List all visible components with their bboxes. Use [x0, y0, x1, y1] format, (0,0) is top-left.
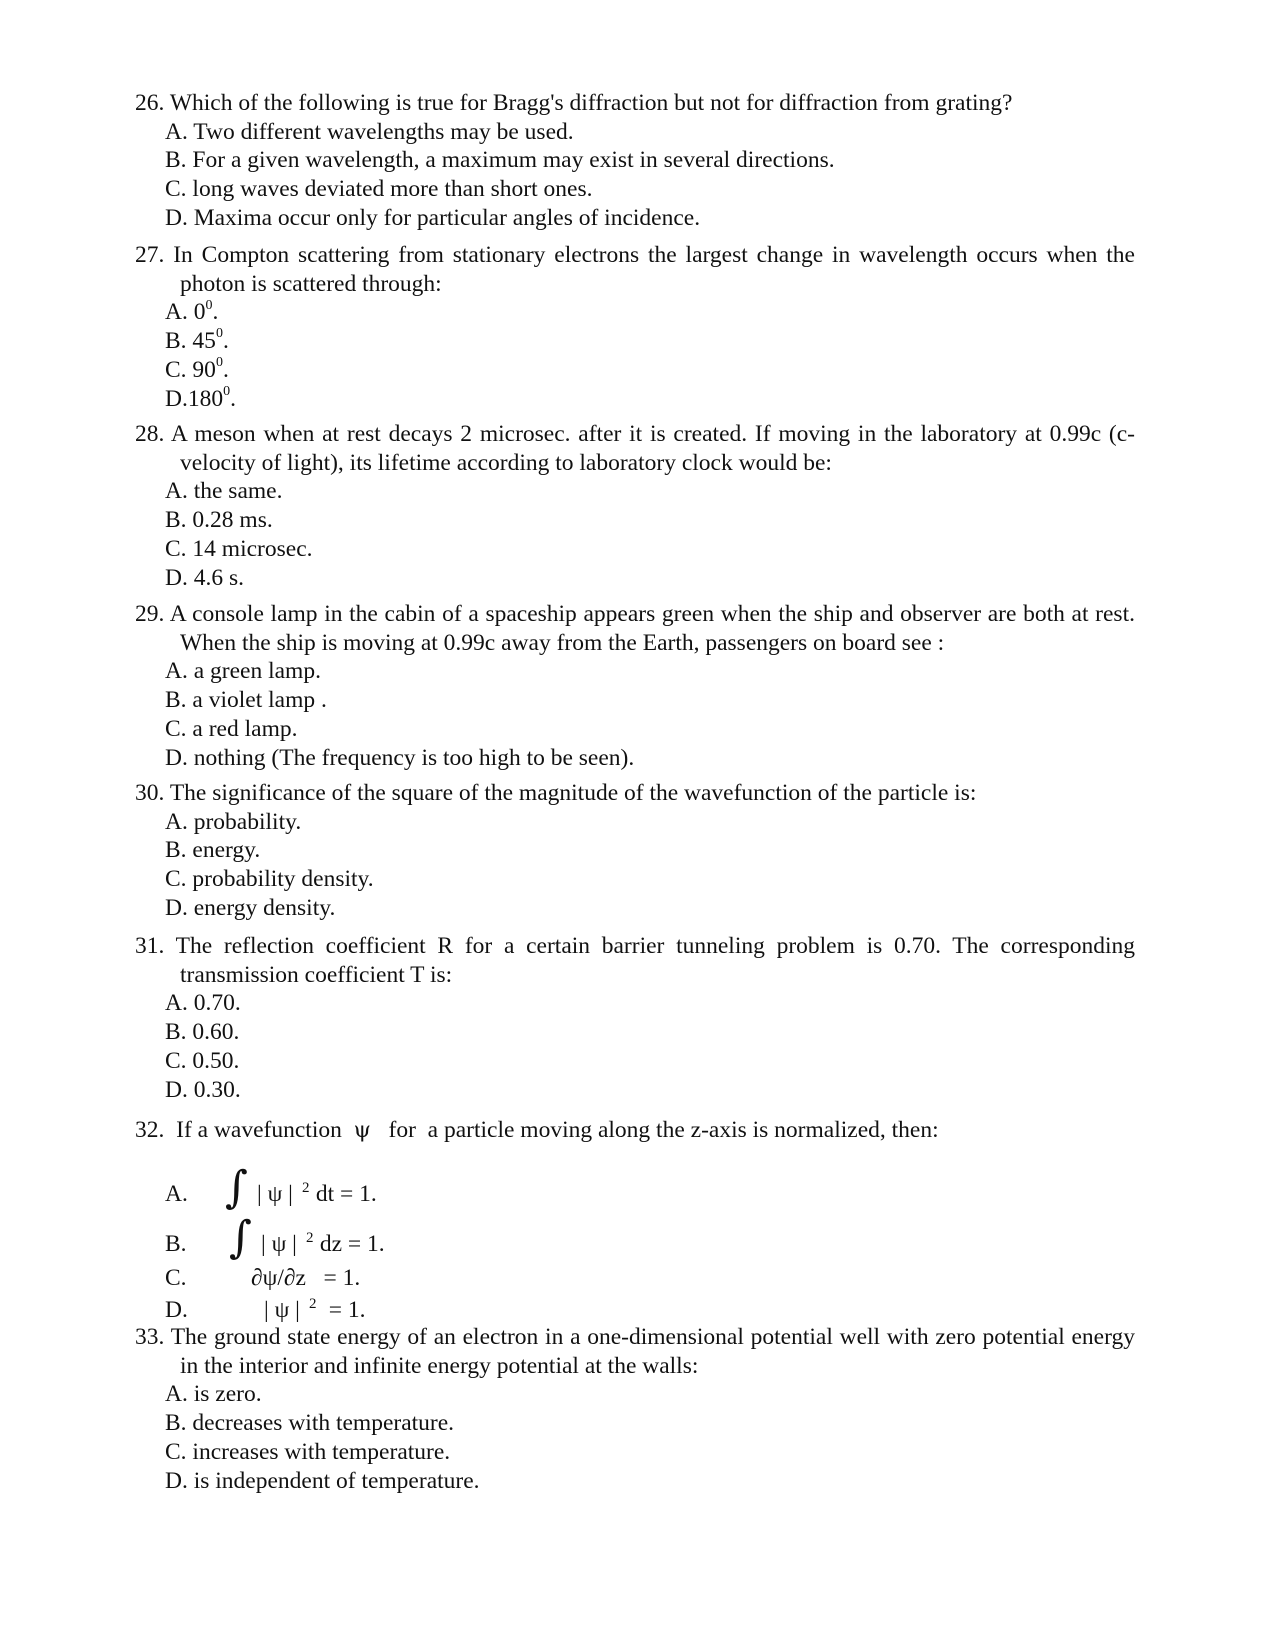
question-number: 30.: [135, 780, 165, 806]
option-b: B. energy.: [165, 837, 261, 864]
option-d: D. energy density.: [165, 894, 336, 921]
exponent: 2: [309, 1295, 317, 1312]
question-text-after: for a particle moving along the z-axis is normalized, then:: [370, 1117, 939, 1143]
question-31: [135, 932, 1135, 1104]
option-a: [165, 298, 1135, 327]
options-list: [135, 1380, 1135, 1495]
option-a: A. Two different wavelengths may be used.: [165, 118, 574, 145]
abs-psi: | ψ |: [261, 1230, 297, 1257]
option-c: [165, 356, 1135, 385]
question-33: [135, 1323, 1135, 1495]
question-stem: [135, 420, 1135, 477]
option-letter: B.: [165, 1230, 187, 1257]
question-29: [135, 600, 1135, 772]
degree-sup: 0: [215, 354, 223, 370]
option-b: [165, 1211, 465, 1263]
option-b: B. 0.60.: [165, 1019, 240, 1046]
option-tail: .: [212, 299, 219, 326]
options-list: [135, 657, 1135, 772]
exponent: 2: [306, 1229, 314, 1246]
option-tail: .: [230, 385, 236, 412]
formula-tail: dt = 1.: [310, 1180, 377, 1207]
option-tail: .: [222, 356, 229, 383]
question-stem: [135, 779, 1135, 808]
option-d: D. is independent of temperature.: [165, 1467, 480, 1494]
degree-sup: 0: [215, 326, 223, 342]
degree-sup: 0: [223, 383, 231, 399]
option-text: B. 45: [165, 328, 216, 355]
question-text: The reflection coefficient R for a certain barrier tunneling problem is 0.70. The corresponding transmission coefficient T is:: [175, 933, 1135, 988]
option-d: D. Maxima occur only for particular angles of incidence.: [165, 204, 701, 231]
formula: ∂ψ/∂z = 1.: [251, 1264, 361, 1291]
option-a: [165, 1161, 465, 1213]
option-b: B. decreases with temperature.: [165, 1410, 455, 1437]
question-stem: [135, 89, 1135, 118]
integral-sign: ∫: [225, 1161, 248, 1213]
option-tail: .: [222, 328, 229, 355]
question-27: [135, 241, 1135, 413]
question-28: [135, 420, 1135, 592]
option-a: A. 0.70.: [165, 990, 241, 1017]
option-a: A. the same.: [165, 478, 283, 505]
formula-tail: dz = 1.: [314, 1230, 385, 1257]
question-number: 28.: [135, 421, 165, 447]
question-number: 33.: [135, 1324, 165, 1350]
question-stem: [135, 932, 1135, 989]
integral-sign: ∫: [229, 1211, 252, 1263]
question-26: [135, 89, 1135, 233]
question-30: [135, 779, 1135, 923]
option-b: [165, 327, 1135, 356]
option-c: C. probability density.: [165, 866, 374, 893]
question-text: The significance of the square of the magnitude of the wavefunction of the particle is:: [169, 780, 977, 806]
option-c: C. a red lamp.: [165, 715, 298, 742]
question-text-before: If a wavefunction: [164, 1117, 354, 1143]
option-a: A. a green lamp.: [165, 658, 321, 685]
question-text: A meson when at rest decays 2 microsec. after it is created. If moving in the laboratory at 0.99c (c-velocity of light), its lifetime according to laboratory clock would be:: [170, 421, 1135, 476]
option-letter: D.: [165, 1296, 188, 1323]
psi-symbol: ψ: [353, 1118, 371, 1143]
option-letter: C.: [165, 1264, 187, 1291]
abs-psi: | ψ |: [257, 1180, 293, 1207]
options-list: [135, 118, 1135, 233]
option-b: B. For a given wavelength, a maximum may exist in several directions.: [165, 147, 835, 174]
option-text: A. 0: [165, 299, 206, 326]
options-list: [135, 989, 1135, 1104]
question-number: 31.: [135, 933, 165, 959]
option-d: [165, 385, 1135, 414]
exponent: 2: [302, 1179, 310, 1196]
question-stem: [135, 1116, 1135, 1146]
question-32: [135, 1116, 1135, 1323]
options-list: [135, 477, 1135, 592]
question-text: In Compton scattering from stationary electrons the largest change in wavelength occurs when the photon is scattered through:: [173, 242, 1135, 297]
option-text: D.180: [165, 385, 224, 412]
option-letter: A.: [165, 1180, 188, 1207]
option-a: A. probability.: [165, 808, 302, 835]
options-list: [165, 1146, 1135, 1323]
options-list: [135, 808, 1135, 923]
question-text: The ground state energy of an electron in a one-dimensional potential well with zero potential energy in the interior and infinite energy potential at the walls:: [170, 1324, 1135, 1379]
option-c: C. increases with temperature.: [165, 1438, 451, 1465]
option-b: B. 0.28 ms.: [165, 507, 273, 534]
option-a: A. is zero.: [165, 1381, 262, 1408]
option-c: C. long waves deviated more than short ones.: [165, 176, 593, 203]
option-d: D. 4.6 s.: [165, 564, 244, 591]
abs-psi: | ψ |: [264, 1296, 300, 1323]
question-number: 26.: [135, 90, 165, 116]
options-list: [135, 298, 1135, 413]
question-stem: [135, 600, 1135, 657]
question-stem: [135, 241, 1135, 298]
option-d: D. 0.30.: [165, 1076, 241, 1103]
option-d: D. nothing (The frequency is too high to be seen).: [165, 744, 635, 771]
question-number: 27.: [135, 242, 165, 268]
question-text: A console lamp in the cabin of a spaceship appears green when the ship and observer are both at rest. When the ship is moving at 0.99c away from the Earth, passengers on board see :: [169, 601, 1135, 656]
question-number: 29.: [135, 601, 165, 627]
formula-tail: = 1.: [317, 1296, 366, 1323]
option-c: C. 0.50.: [165, 1047, 240, 1074]
option-b: B. a violet lamp .: [165, 687, 327, 714]
degree-sup: 0: [205, 297, 213, 313]
question-number: 32.: [135, 1117, 165, 1143]
question-text: Which of the following is true for Bragg's diffraction but not for diffraction from grating?: [164, 90, 1013, 116]
option-c: C. 14 microsec.: [165, 535, 313, 562]
question-stem: [135, 1323, 1135, 1380]
option-text: C. 90: [165, 356, 216, 383]
